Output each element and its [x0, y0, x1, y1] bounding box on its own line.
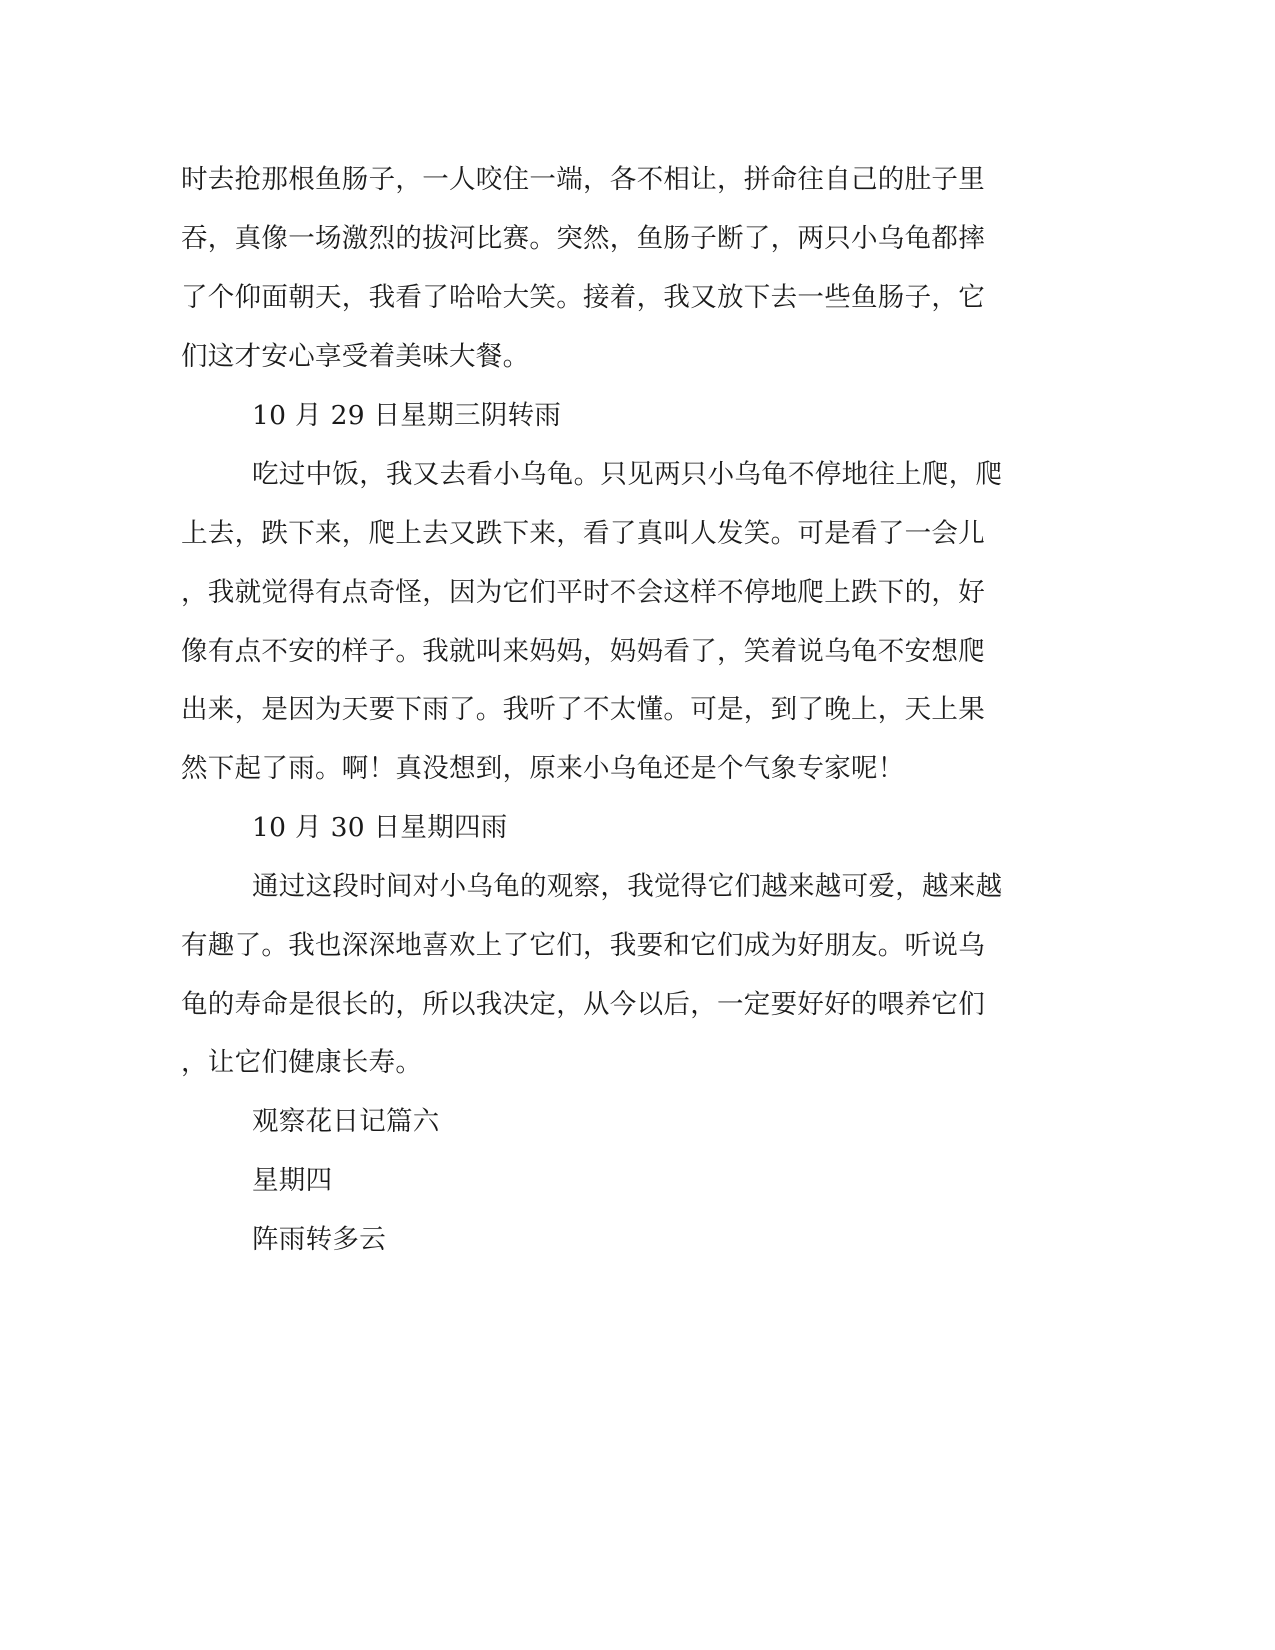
body-line: ，我就觉得有点奇怪，因为它们平时不会这样不停地爬上跌下的，好 — [181, 577, 985, 608]
date-heading: 10 月 30 日星期四雨 — [252, 812, 508, 843]
body-line: 吞，真像一场激烈的拔河比赛。突然，鱼肠子断了，两只小乌龟都摔 — [181, 223, 985, 254]
body-line: 吃过中饭，我又去看小乌龟。只见两只小乌龟不停地往上爬，爬 — [252, 459, 1003, 490]
weekday-line: 星期四 — [252, 1165, 333, 1196]
body-line: 然下起了雨。啊！真没想到，原来小乌龟还是个气象专家呢！ — [181, 753, 905, 784]
body-line: 通过这段时间对小乌龟的观察，我觉得它们越来越可爱，越来越 — [252, 871, 1003, 902]
body-line: 上去，跌下来，爬上去又跌下来，看了真叫人发笑。可是看了一会儿 — [181, 518, 985, 549]
body-line: 了个仰面朝天，我看了哈哈大笑。接着，我又放下去一些鱼肠子，它 — [181, 282, 985, 313]
body-line: ，让它们健康长寿。 — [181, 1047, 423, 1078]
section-title: 观察花日记篇六 — [252, 1106, 440, 1137]
body-line: 们这才安心享受着美味大餐。 — [181, 341, 530, 372]
body-line: 出来，是因为天要下雨了。我听了不太懂。可是，到了晚上，天上果 — [181, 694, 985, 725]
body-line: 有趣了。我也深深地喜欢上了它们，我要和它们成为好朋友。听说乌 — [181, 930, 985, 961]
body-line: 时去抢那根鱼肠子，一人咬住一端，各不相让，拼命往自己的肚子里 — [181, 164, 985, 195]
body-line: 龟的寿命是很长的，所以我决定，从今以后，一定要好好的喂养它们 — [181, 989, 985, 1020]
weather-line: 阵雨转多云 — [252, 1224, 386, 1255]
date-heading: 10 月 29 日星期三阴转雨 — [252, 400, 562, 431]
body-line: 像有点不安的样子。我就叫来妈妈，妈妈看了，笑着说乌龟不安想爬 — [181, 636, 985, 667]
